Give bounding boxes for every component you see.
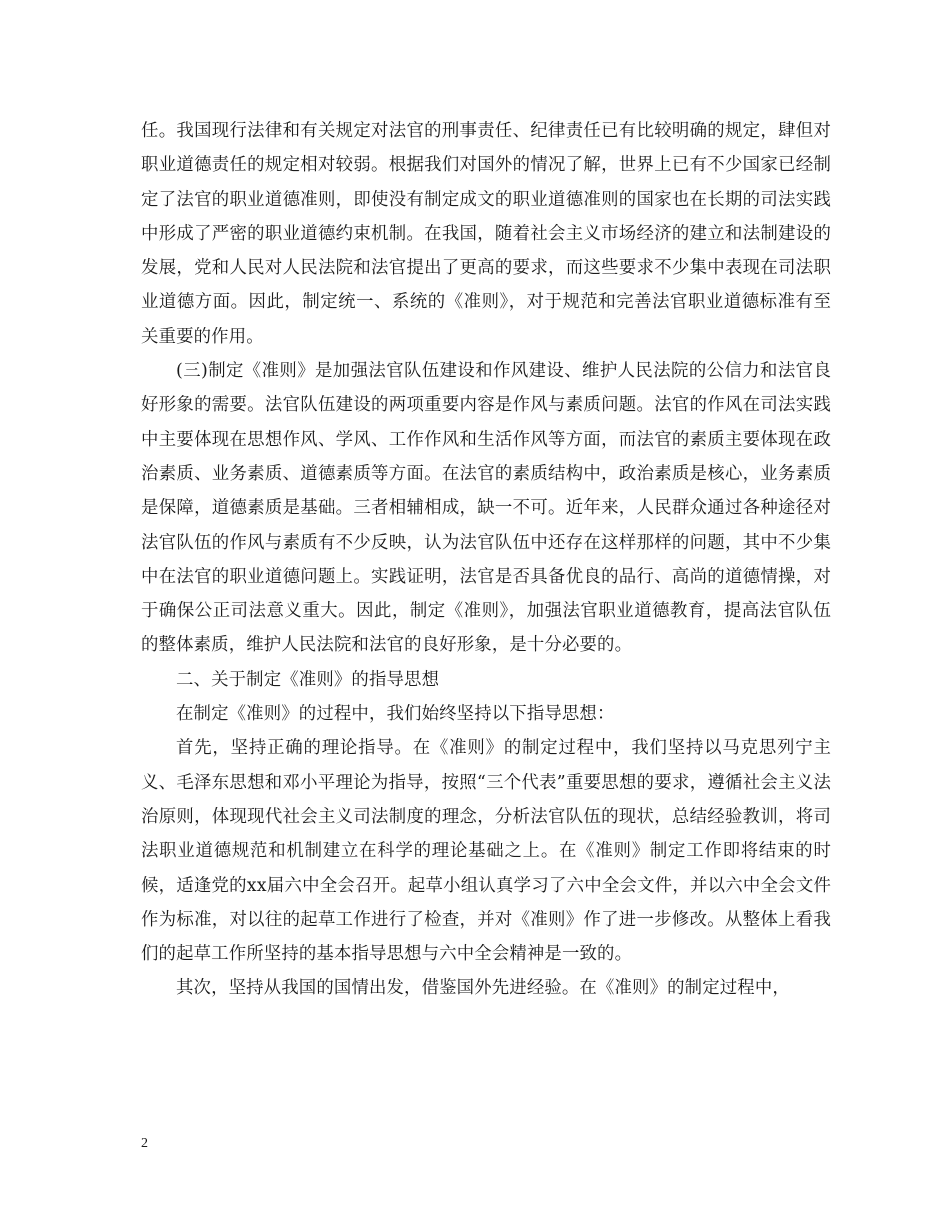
document-body bbox=[141, 114, 831, 1006]
paragraph-5: 其次，坚持从我国的国情出发，借鉴国外先进经验。在《准则》的制定过程中， bbox=[176, 978, 790, 999]
paragraph-2: (三)制定《准则》是加强法官队伍建设和作风建设、维护人民法院的公信力和法官良好形象的需要。法官队伍建设的两项重要内容是作风与素质问题。法官的作风在司法实践中主要体现在思想作风、学风、工作作风和生活作风等方面，而法官的素质主要体现在政治素质、业务素质、道德素质等方面。在法官的素质结构中，政治素质是核心，业务素质是保障，道德素质是基础。三者相辅相成，缺一不可。近年来，人民群众通过各种途径对法官队伍的作风与素质有不少反映，认为法官队伍中还存在这样那样的问题，其中不少集中在法官的职业道德问题上。实践证明，法官是否具备优良的品行、高尚的道德情操，对于确保公正司法意义重大。因此，制定《准则》，加强法官职业道德教育，提高法官队伍的整体素质，维护人民法院和法官的良好形象，是十分必要的。 bbox=[141, 361, 831, 656]
section-heading: 二、关于制定《准则》的指导思想 bbox=[176, 669, 440, 690]
page-number: 2 bbox=[141, 1136, 148, 1151]
paragraph-3: 在制定《准则》的过程中，我们始终坚持以下指导思想： bbox=[176, 704, 615, 725]
paragraph-4: 首先，坚持正确的理论指导。在《准则》的制定过程中，我们坚持以马克思列宁主义、毛泽东思想和邓小平理论为指导，按照“三个代表”重要思想的要求，遵循社会主义法治原则，体现现代社会主义司法制度的理念，分析法官队伍的现状，总结经验教训，将司法职业道德规范和机制建立在科学的理论基础之上。在《准则》制定工作即将结束的时候，适逢党的xx届六中全会召开。起草小组认真学习了六中全会文件，并以六中全会文件作为标准，对以往的起草工作进行了检查，并对《准则》作了进一步修改。从整体上看我们的起草工作所坚持的基本指导思想与六中全会精神是一致的。 bbox=[141, 738, 831, 965]
paragraph-1: 任。我国现行法律和有关规定对法官的刑事责任、纪律责任已有比较明确的规定，肆但对职业道德责任的规定相对较弱。根据我们对国外的情况了解，世界上已有不少国家已经制定了法官的职业道德准则，即使没有制定成文的职业道德准则的国家也在长期的司法实践中形成了严密的职业道德约束机制。在我国，随着社会主义市场经济的建立和法制建设的发展，党和人民对人民法院和法官提出了更高的要求，而这些要求不少集中表现在司法职业道德方面。因此，制定统一、系统的《准则》，对于规范和完善法官职业道德标准有至关重要的作用。 bbox=[141, 121, 831, 347]
